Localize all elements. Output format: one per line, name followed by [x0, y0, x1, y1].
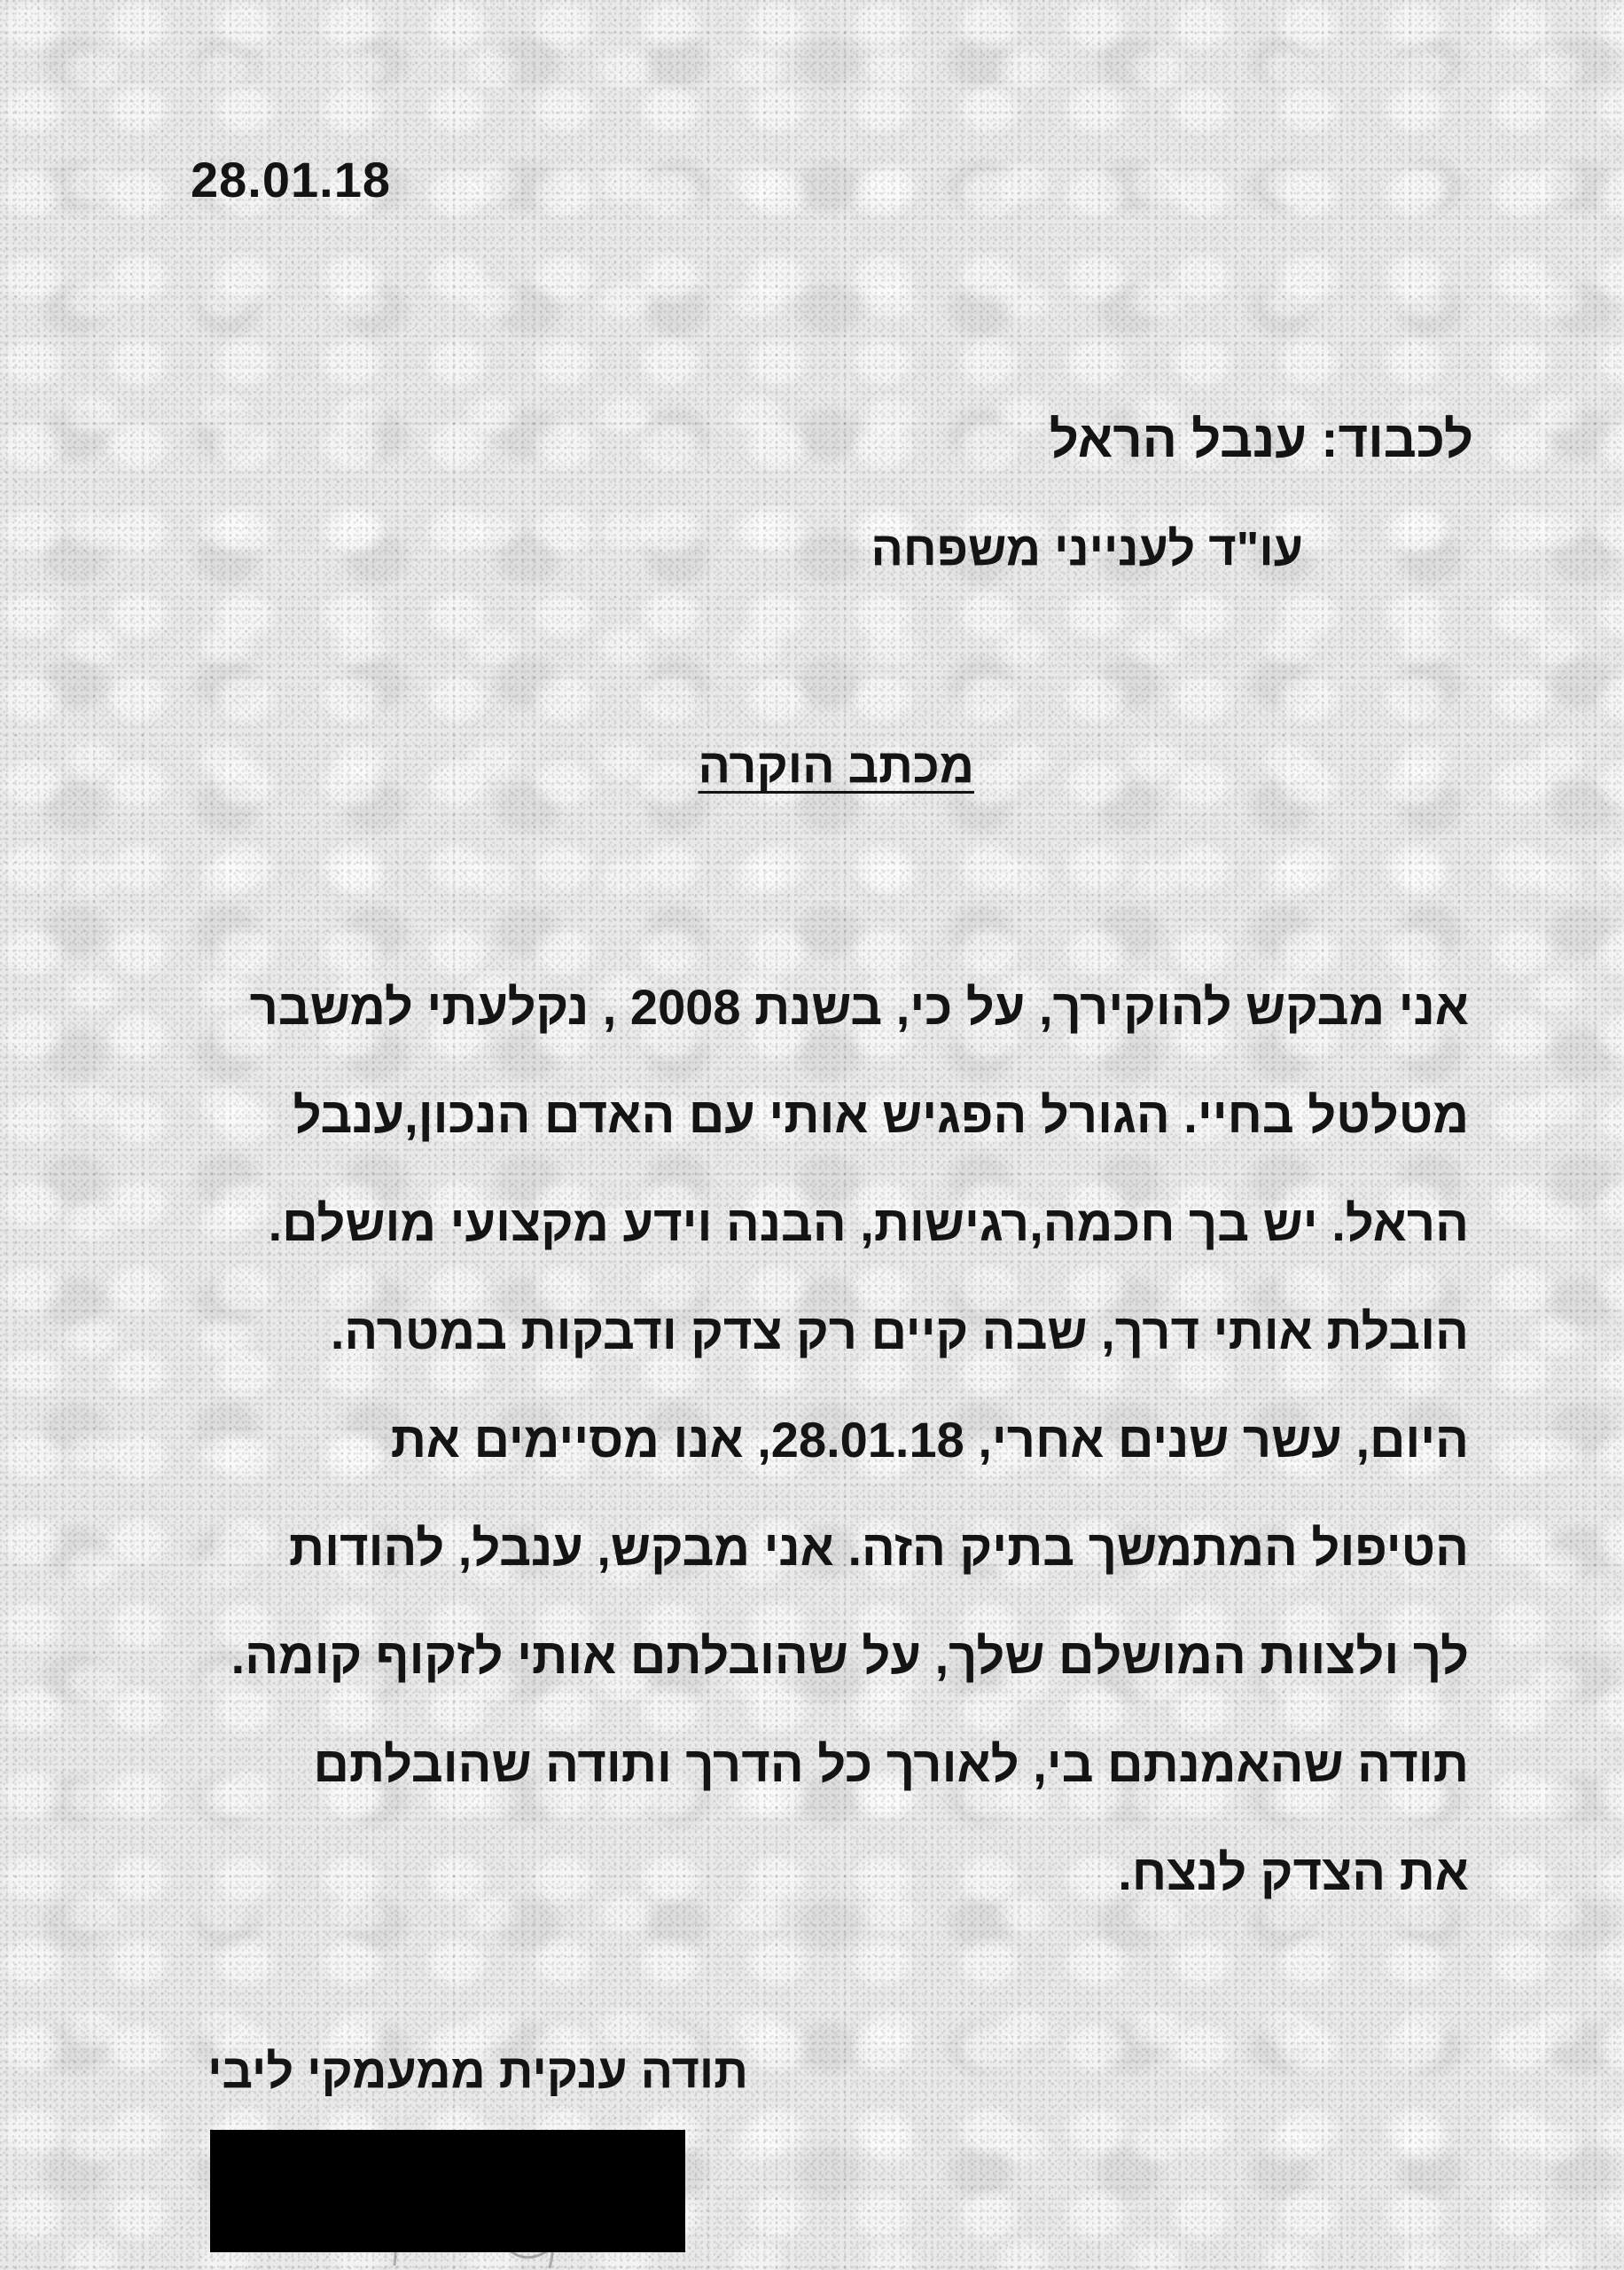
recipient-line: לכבוד: ענבל הראל: [1049, 411, 1473, 468]
letter-date: 28.01.18: [191, 152, 391, 207]
body-line: את הצדק לנצח.: [1118, 1844, 1469, 1900]
sign-off: תודה ענקית ממעמקי ליבי: [207, 2045, 748, 2098]
body-line: לך ולצוות המושלם שלך, על שהובלתם אותי לזקוף קומה.: [230, 1628, 1469, 1684]
body-line: אני מבקש להוקירך, על כי, בשנת 2008 , נקלעתי למשבר: [249, 979, 1469, 1035]
letter-body: [201, 953, 1469, 1927]
letter-title: מכתב הוקרה: [698, 740, 974, 793]
body-line: הטיפול המתמשך בתיק הזה. אני מבקש, ענבל, להודות: [288, 1520, 1469, 1576]
body-line: הובלת אותי דרך, שבה קיים רק צדק ודבקות במטרה.: [330, 1303, 1469, 1359]
body-line: הראל. יש בך חכמה,רגישות, הבנה וידע מקצועי מושלם.: [268, 1195, 1469, 1251]
body-line: היום, עשר שנים אחרי, 28.01.18, אנו מסיימים את: [390, 1412, 1469, 1468]
body-line: מטלטל בחיי. הגורל הפגיש אותי עם האדם הנכון,ענבל: [293, 1087, 1469, 1143]
recipient-role: עו"ד לענייני משפחה: [871, 522, 1303, 575]
redaction-block: [210, 2130, 685, 2252]
body-line: תודה שהאמנתם בי, לאורך כל הדרך ותודה שהובלתם: [313, 1736, 1469, 1792]
